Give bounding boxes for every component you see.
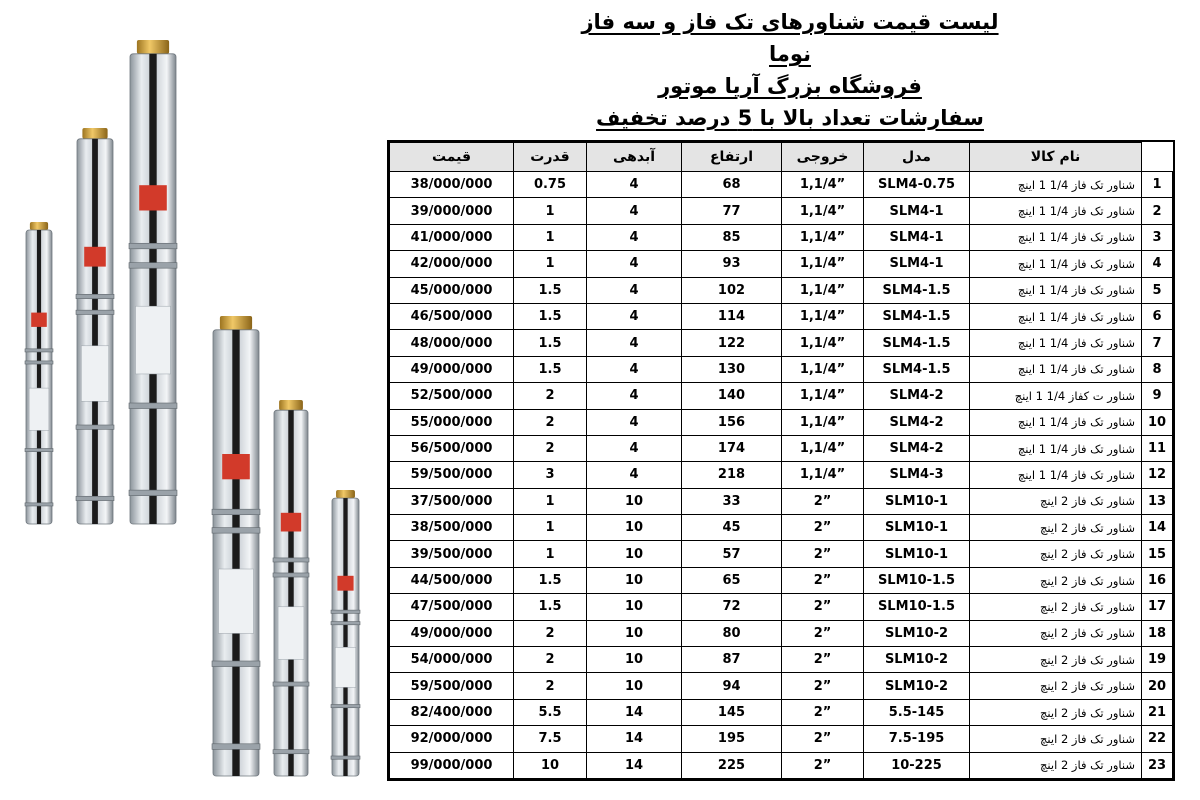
cell-price: 52/500/000 xyxy=(390,383,514,409)
cell-name: شناور تک فاز 1/4 1 اینچ xyxy=(970,277,1142,303)
cell-name: شناور تک فاز 2 اینچ xyxy=(970,541,1142,567)
table-row xyxy=(390,409,1173,435)
cell-power: 2 xyxy=(514,673,587,699)
pump-ring xyxy=(129,263,177,269)
cell-n: 1 xyxy=(1142,172,1173,198)
table-row xyxy=(390,251,1173,277)
cell-name: شناور تک فاز 2 اینچ xyxy=(970,488,1142,514)
price-table xyxy=(389,142,1173,779)
cell-head: 57 xyxy=(682,541,782,567)
cell-model: SLM4-2 xyxy=(864,409,970,435)
cell-model: SLM4-3 xyxy=(864,462,970,488)
cell-n: 20 xyxy=(1142,673,1173,699)
title-store: فروشگاه بزرگ آریا موتور xyxy=(658,74,922,98)
cell-model: 5.5-145 xyxy=(864,699,970,725)
cell-model: SLM4-1.5 xyxy=(864,330,970,356)
cell-price: 59/500/000 xyxy=(390,673,514,699)
table-row xyxy=(390,594,1173,620)
cell-outlet: 2” xyxy=(782,620,864,646)
pump-cap-icon xyxy=(137,40,169,54)
cell-power: 1.5 xyxy=(514,303,587,329)
table-row xyxy=(390,172,1173,198)
cell-flow: 10 xyxy=(587,515,682,541)
cell-n: 18 xyxy=(1142,620,1173,646)
cell-price: 45/000/000 xyxy=(390,277,514,303)
pump-ring xyxy=(331,610,360,613)
pump-warning-label-icon xyxy=(281,513,301,532)
cell-power: 1 xyxy=(514,198,587,224)
cell-outlet: 1,1/4” xyxy=(782,409,864,435)
cell-n: 10 xyxy=(1142,409,1173,435)
pump-spec-label xyxy=(29,388,49,430)
header-head: ارتفاع xyxy=(682,143,782,172)
pump-spec-label xyxy=(335,647,356,687)
cell-name: شناور تک فاز 2 اینچ xyxy=(970,567,1142,593)
cell-n: 3 xyxy=(1142,224,1173,250)
cell-model: SLM4-1 xyxy=(864,198,970,224)
cell-power: 2 xyxy=(514,620,587,646)
header-price: قیمت xyxy=(390,143,514,172)
cell-model: 7.5-195 xyxy=(864,726,970,752)
cell-head: 94 xyxy=(682,673,782,699)
pump-ring xyxy=(212,509,260,515)
cell-name: شناور تک فاز 2 اینچ xyxy=(970,620,1142,646)
cell-flow: 4 xyxy=(587,303,682,329)
cell-head: 218 xyxy=(682,462,782,488)
cell-flow: 10 xyxy=(587,594,682,620)
cell-outlet: 1,1/4” xyxy=(782,356,864,382)
cell-flow: 4 xyxy=(587,251,682,277)
cell-power: 1.5 xyxy=(514,567,587,593)
table-row xyxy=(390,435,1173,461)
cell-n: 15 xyxy=(1142,541,1173,567)
pump-cap-icon xyxy=(30,222,48,230)
cell-head: 156 xyxy=(682,409,782,435)
cell-name: شناور تک فاز 1/4 1 اینچ xyxy=(970,224,1142,250)
cell-n: 17 xyxy=(1142,594,1173,620)
pump-cap-icon xyxy=(220,316,252,330)
cell-outlet: 2” xyxy=(782,488,864,514)
pump-ring xyxy=(212,744,260,750)
cell-head: 68 xyxy=(682,172,782,198)
pump-warning-label-icon xyxy=(84,247,106,267)
cell-outlet: 2” xyxy=(782,647,864,673)
cell-head: 122 xyxy=(682,330,782,356)
pump-warning-label-icon xyxy=(337,576,353,591)
pump-cap-icon xyxy=(82,128,107,139)
cell-price: 92/000/000 xyxy=(390,726,514,752)
header-name: نام کالا xyxy=(970,143,1142,172)
cell-power: 1.5 xyxy=(514,330,587,356)
cell-name: شناور تک فاز 2 اینچ xyxy=(970,699,1142,725)
pump-ring xyxy=(331,756,360,759)
cell-flow: 14 xyxy=(587,726,682,752)
pump-warning-label-icon xyxy=(139,185,167,210)
cell-power: 2 xyxy=(514,435,587,461)
table-row xyxy=(390,673,1173,699)
cell-n: 7 xyxy=(1142,330,1173,356)
title-main: لیست قیمت شناورهای تک فاز و سه فاز نوما xyxy=(581,10,999,66)
cell-head: 87 xyxy=(682,647,782,673)
cell-model: SLM4-1 xyxy=(864,251,970,277)
cell-head: 145 xyxy=(682,699,782,725)
cell-model: SLM10-2 xyxy=(864,620,970,646)
table-row xyxy=(390,726,1173,752)
cell-outlet: 2” xyxy=(782,673,864,699)
table-row xyxy=(390,541,1173,567)
page-titles xyxy=(560,6,1020,134)
pump-spec-label xyxy=(278,607,304,660)
pump-ring xyxy=(76,294,114,298)
table-header-row xyxy=(390,143,1173,172)
pump-ring xyxy=(25,503,53,506)
cell-name: شناور تک فاز 1/4 1 اینچ xyxy=(970,409,1142,435)
cell-model: SLM4-2 xyxy=(864,383,970,409)
cell-n: 6 xyxy=(1142,303,1173,329)
cell-n: 9 xyxy=(1142,383,1173,409)
cell-price: 39/000/000 xyxy=(390,198,514,224)
cell-outlet: 1,1/4” xyxy=(782,383,864,409)
cell-power: 7.5 xyxy=(514,726,587,752)
cell-flow: 4 xyxy=(587,409,682,435)
cell-price: 39/500/000 xyxy=(390,541,514,567)
table-row xyxy=(390,515,1173,541)
header-power: قدرت xyxy=(514,143,587,172)
cell-head: 114 xyxy=(682,303,782,329)
pump-ring xyxy=(273,558,309,562)
cell-n: 13 xyxy=(1142,488,1173,514)
cell-outlet: 2” xyxy=(782,726,864,752)
cell-price: 54/000/000 xyxy=(390,647,514,673)
cell-n: 23 xyxy=(1142,752,1173,778)
table-row xyxy=(390,752,1173,778)
cell-head: 195 xyxy=(682,726,782,752)
cell-flow: 14 xyxy=(587,699,682,725)
table-row xyxy=(390,198,1173,224)
cell-n: 8 xyxy=(1142,356,1173,382)
cell-flow: 4 xyxy=(587,172,682,198)
cell-name: شناور تک فاز 1/4 1 اینچ xyxy=(970,198,1142,224)
pump-ring xyxy=(212,528,260,534)
pump-spec-label xyxy=(136,306,171,374)
cell-outlet: 2” xyxy=(782,752,864,778)
cell-flow: 4 xyxy=(587,330,682,356)
cell-power: 2 xyxy=(514,383,587,409)
table-row xyxy=(390,277,1173,303)
cell-model: SLM4-2 xyxy=(864,435,970,461)
cell-price: 99/000/000 xyxy=(390,752,514,778)
cell-flow: 14 xyxy=(587,752,682,778)
pump-cable-guard xyxy=(37,230,41,524)
cell-model: SLM4-1 xyxy=(864,224,970,250)
pumps-illustration xyxy=(0,30,380,800)
cell-head: 85 xyxy=(682,224,782,250)
cell-flow: 10 xyxy=(587,488,682,514)
pump-ring xyxy=(25,361,53,364)
cell-flow: 10 xyxy=(587,620,682,646)
cell-model: SLM10-1 xyxy=(864,541,970,567)
header-index-blank xyxy=(1142,143,1173,172)
cell-power: 2 xyxy=(514,647,587,673)
cell-name: شناور تک فاز 2 اینچ xyxy=(970,515,1142,541)
cell-n: 14 xyxy=(1142,515,1173,541)
cell-name: شناور تک فاز 2 اینچ xyxy=(970,726,1142,752)
cell-n: 11 xyxy=(1142,435,1173,461)
cell-power: 1.5 xyxy=(514,594,587,620)
cell-price: 49/000/000 xyxy=(390,356,514,382)
cell-name: شناور تک فاز 1/4 1 اینچ xyxy=(970,356,1142,382)
cell-head: 174 xyxy=(682,435,782,461)
cell-outlet: 1,1/4” xyxy=(782,172,864,198)
pump-ring xyxy=(273,682,309,686)
cell-head: 65 xyxy=(682,567,782,593)
pump-cable-guard xyxy=(288,410,293,776)
cell-power: 2 xyxy=(514,409,587,435)
cell-model: SLM4-0.75 xyxy=(864,172,970,198)
pump-cable-guard xyxy=(232,330,239,776)
cell-head: 93 xyxy=(682,251,782,277)
cell-n: 21 xyxy=(1142,699,1173,725)
cell-head: 80 xyxy=(682,620,782,646)
cell-model: SLM4-1.5 xyxy=(864,277,970,303)
table-row xyxy=(390,462,1173,488)
cell-name: شناور تک فاز 2 اینچ xyxy=(970,673,1142,699)
cell-power: 1.5 xyxy=(514,356,587,382)
cell-outlet: 1,1/4” xyxy=(782,303,864,329)
cell-flow: 4 xyxy=(587,435,682,461)
cell-head: 45 xyxy=(682,515,782,541)
cell-name: شناور تک فاز 2 اینچ xyxy=(970,752,1142,778)
cell-model: SLM10-1 xyxy=(864,515,970,541)
cell-flow: 4 xyxy=(587,383,682,409)
cell-outlet: 1,1/4” xyxy=(782,224,864,250)
cell-n: 4 xyxy=(1142,251,1173,277)
cell-power: 1 xyxy=(514,541,587,567)
cell-model: SLM10-2 xyxy=(864,673,970,699)
header-flow: آبدهی xyxy=(587,143,682,172)
cell-power: 0.75 xyxy=(514,172,587,198)
cell-outlet: 1,1/4” xyxy=(782,277,864,303)
table-row xyxy=(390,488,1173,514)
pump-ring xyxy=(331,622,360,625)
cell-price: 42/000/000 xyxy=(390,251,514,277)
pump-cap-icon xyxy=(279,400,303,410)
cell-n: 22 xyxy=(1142,726,1173,752)
cell-model: 10-225 xyxy=(864,752,970,778)
table-row xyxy=(390,647,1173,673)
cell-n: 16 xyxy=(1142,567,1173,593)
cell-model: SLM10-1.5 xyxy=(864,594,970,620)
cell-outlet: 1,1/4” xyxy=(782,198,864,224)
pump-ring xyxy=(25,349,53,352)
pump-ring xyxy=(76,496,114,500)
cell-head: 225 xyxy=(682,752,782,778)
table-row xyxy=(390,330,1173,356)
cell-name: شناور تک فاز 2 اینچ xyxy=(970,647,1142,673)
cell-flow: 4 xyxy=(587,356,682,382)
pump-spec-label xyxy=(219,569,254,633)
cell-power: 1 xyxy=(514,224,587,250)
cell-model: SLM4-1.5 xyxy=(864,303,970,329)
pump-cap-icon xyxy=(336,490,355,498)
cell-model: SLM10-1.5 xyxy=(864,567,970,593)
title-discount: سفارشات تعداد بالا با 5 درصد تخفیف xyxy=(596,106,984,130)
cell-outlet: 2” xyxy=(782,515,864,541)
table-row xyxy=(390,620,1173,646)
cell-power: 5.5 xyxy=(514,699,587,725)
pump-spec-label xyxy=(81,346,108,401)
cell-outlet: 2” xyxy=(782,594,864,620)
cell-flow: 4 xyxy=(587,462,682,488)
cell-price: 44/500/000 xyxy=(390,567,514,593)
cell-flow: 10 xyxy=(587,567,682,593)
cell-power: 3 xyxy=(514,462,587,488)
pump-ring xyxy=(25,449,53,452)
cell-model: SLM10-1 xyxy=(864,488,970,514)
table-row xyxy=(390,567,1173,593)
cell-n: 12 xyxy=(1142,462,1173,488)
pump-ring xyxy=(331,705,360,708)
cell-head: 77 xyxy=(682,198,782,224)
header-outlet: خروجی xyxy=(782,143,864,172)
cell-model: SLM4-1.5 xyxy=(864,356,970,382)
table-row xyxy=(390,303,1173,329)
cell-flow: 4 xyxy=(587,277,682,303)
cell-price: 48/000/000 xyxy=(390,330,514,356)
cell-outlet: 1,1/4” xyxy=(782,251,864,277)
cell-price: 47/500/000 xyxy=(390,594,514,620)
pump-warning-label-icon xyxy=(222,454,250,479)
cell-name: شناور تک فاز 1/4 1 اینچ xyxy=(970,251,1142,277)
table-row xyxy=(390,356,1173,382)
cell-power: 10 xyxy=(514,752,587,778)
pump-ring xyxy=(76,425,114,429)
cell-name: شناور تک فاز 1/4 1 اینچ xyxy=(970,462,1142,488)
cell-price: 82/400/000 xyxy=(390,699,514,725)
cell-name: شناور تک فاز 1/4 1 اینچ xyxy=(970,303,1142,329)
pump-ring xyxy=(129,490,177,496)
pump-ring xyxy=(212,661,260,667)
cell-name: شناور تک فاز 2 اینچ xyxy=(970,594,1142,620)
cell-name: شناور تک فاز 1/4 1 اینچ xyxy=(970,330,1142,356)
cell-n: 2 xyxy=(1142,198,1173,224)
cell-outlet: 2” xyxy=(782,699,864,725)
pump-ring xyxy=(129,243,177,249)
pump-warning-label-icon xyxy=(31,313,47,327)
cell-price: 59/500/000 xyxy=(390,462,514,488)
cell-flow: 4 xyxy=(587,224,682,250)
pump-cable-guard xyxy=(149,54,156,524)
pump-cable-guard xyxy=(343,498,347,776)
table-row xyxy=(390,699,1173,725)
cell-head: 72 xyxy=(682,594,782,620)
cell-price: 37/500/000 xyxy=(390,488,514,514)
cell-head: 33 xyxy=(682,488,782,514)
cell-outlet: 2” xyxy=(782,541,864,567)
cell-flow: 10 xyxy=(587,541,682,567)
pump-cable-guard xyxy=(92,139,98,524)
cell-outlet: 1,1/4” xyxy=(782,435,864,461)
cell-power: 1 xyxy=(514,515,587,541)
cell-price: 38/500/000 xyxy=(390,515,514,541)
cell-power: 1.5 xyxy=(514,277,587,303)
cell-price: 49/000/000 xyxy=(390,620,514,646)
cell-flow: 10 xyxy=(587,647,682,673)
cell-price: 46/500/000 xyxy=(390,303,514,329)
cell-name: شناور تک فاز 1/4 1 اینچ xyxy=(970,172,1142,198)
pump-ring xyxy=(76,310,114,314)
pump-ring xyxy=(273,573,309,577)
cell-price: 55/000/000 xyxy=(390,409,514,435)
cell-head: 140 xyxy=(682,383,782,409)
cell-name: شناور تک فاز 1/4 1 اینچ xyxy=(970,435,1142,461)
header-model: مدل xyxy=(864,143,970,172)
cell-outlet: 1,1/4” xyxy=(782,462,864,488)
cell-outlet: 2” xyxy=(782,567,864,593)
cell-model: SLM10-2 xyxy=(864,647,970,673)
cell-n: 19 xyxy=(1142,647,1173,673)
cell-price: 41/000/000 xyxy=(390,224,514,250)
cell-flow: 10 xyxy=(587,673,682,699)
cell-outlet: 1,1/4” xyxy=(782,330,864,356)
pump-ring xyxy=(273,750,309,754)
cell-head: 130 xyxy=(682,356,782,382)
cell-flow: 4 xyxy=(587,198,682,224)
cell-head: 102 xyxy=(682,277,782,303)
cell-n: 5 xyxy=(1142,277,1173,303)
pump-ring xyxy=(129,403,177,409)
cell-power: 1 xyxy=(514,488,587,514)
cell-price: 38/000/000 xyxy=(390,172,514,198)
cell-price: 56/500/000 xyxy=(390,435,514,461)
cell-power: 1 xyxy=(514,251,587,277)
cell-name: شناور ت کفاز 1/4 1 اینچ xyxy=(970,383,1142,409)
table-row xyxy=(390,224,1173,250)
table-row xyxy=(390,383,1173,409)
